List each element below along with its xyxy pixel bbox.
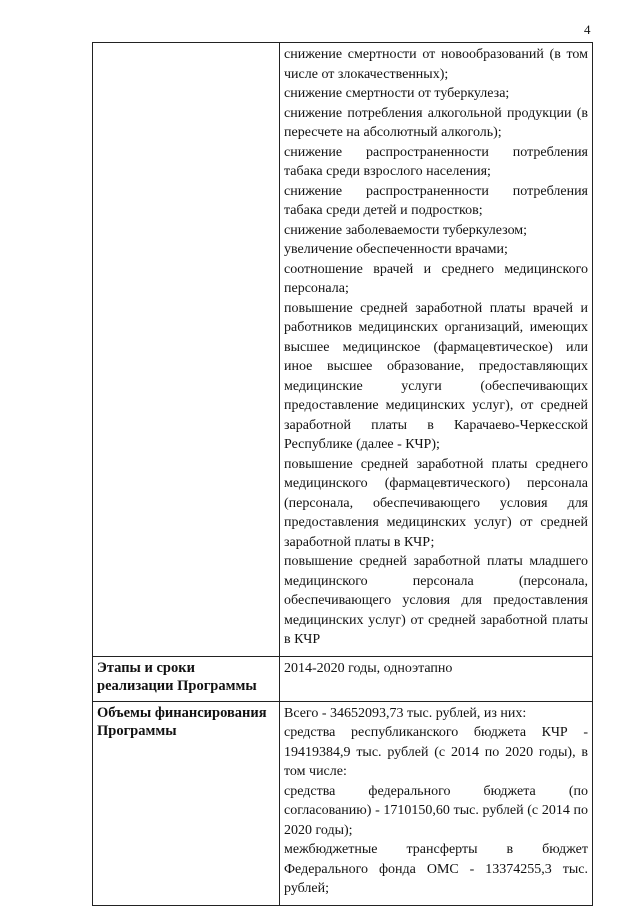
indicator-item: снижение смертности от новообразований (в том числе от злокачественных); bbox=[284, 47, 588, 82]
indicator-item: снижение распространенности потребления табака среди детей и подростков; bbox=[284, 183, 588, 218]
indicator-item: снижение потребления алкогольной продукции (в пересчете на абсолютный алкоголь); bbox=[284, 105, 588, 140]
row-value bbox=[280, 701, 593, 905]
financing-item: средства республиканского бюджета КЧР - 19419384,9 тыс. рублей (с 2014 по 2020 годы), в том числе: bbox=[284, 725, 588, 779]
financing-item: средства федерального бюджета (по согласованию) - 1710150,60 тыс. рублей (с 2014 по 2020 годы); bbox=[284, 783, 588, 838]
program-passport-table bbox=[92, 42, 593, 906]
indicator-item: снижение заболеваемости туберкулезом; bbox=[284, 222, 528, 238]
row-value bbox=[280, 43, 593, 657]
indicator-item: повышение средней заработной платы врачей и работников медицинских организаций, имеющих высшее медицинское (фармацевтическое) или иное высшее образование, предоставляющих медицинские услуги (обеспечивающих предоставление медицинских услуг), от средней заработной платы в Карачаево-Черкесской Республике (далее - КЧР); bbox=[284, 300, 588, 452]
indicator-item: увеличение обеспеченности врачами; bbox=[284, 242, 508, 257]
page-number: 4 bbox=[584, 22, 591, 37]
row-label: Объемы финансирования Программы bbox=[93, 701, 280, 905]
indicator-item: повышение средней заработной платы среднего медицинского (фармацевтического) персонала (персонала, обеспечивающего условия для предоставления медицинских услуг) от средней заработной платы в КЧР; bbox=[284, 456, 588, 550]
row-label: Этапы и сроки реализации Программы bbox=[93, 656, 280, 701]
indicator-item: соотношение врачей и среднего медицинского персонала; bbox=[284, 261, 588, 296]
table-row-financing bbox=[93, 701, 593, 905]
row-label bbox=[93, 43, 280, 657]
indicator-item: повышение средней заработной платы младшего медицинского персонала (персонала, обеспечивающего условия для предоставления медицинских услуг) от средней заработной платы в КЧР bbox=[284, 554, 588, 647]
row-value bbox=[280, 656, 593, 701]
indicator-item: снижение смертности от туберкулеза; bbox=[284, 86, 510, 101]
financing-item: межбюджетные трансферты в бюджет Федерального фонда ОМС - 13374255,3 тыс. рублей; bbox=[284, 842, 588, 896]
table-row-indicators bbox=[93, 43, 593, 657]
financing-item: Всего - 34652093,73 тыс. рублей, из них: bbox=[284, 705, 527, 721]
table-row-stages bbox=[93, 656, 593, 701]
stages-text: 2014-2020 годы, одноэтапно bbox=[284, 660, 453, 676]
indicator-item: снижение распространенности потребления табака среди взрослого населения; bbox=[284, 144, 588, 179]
